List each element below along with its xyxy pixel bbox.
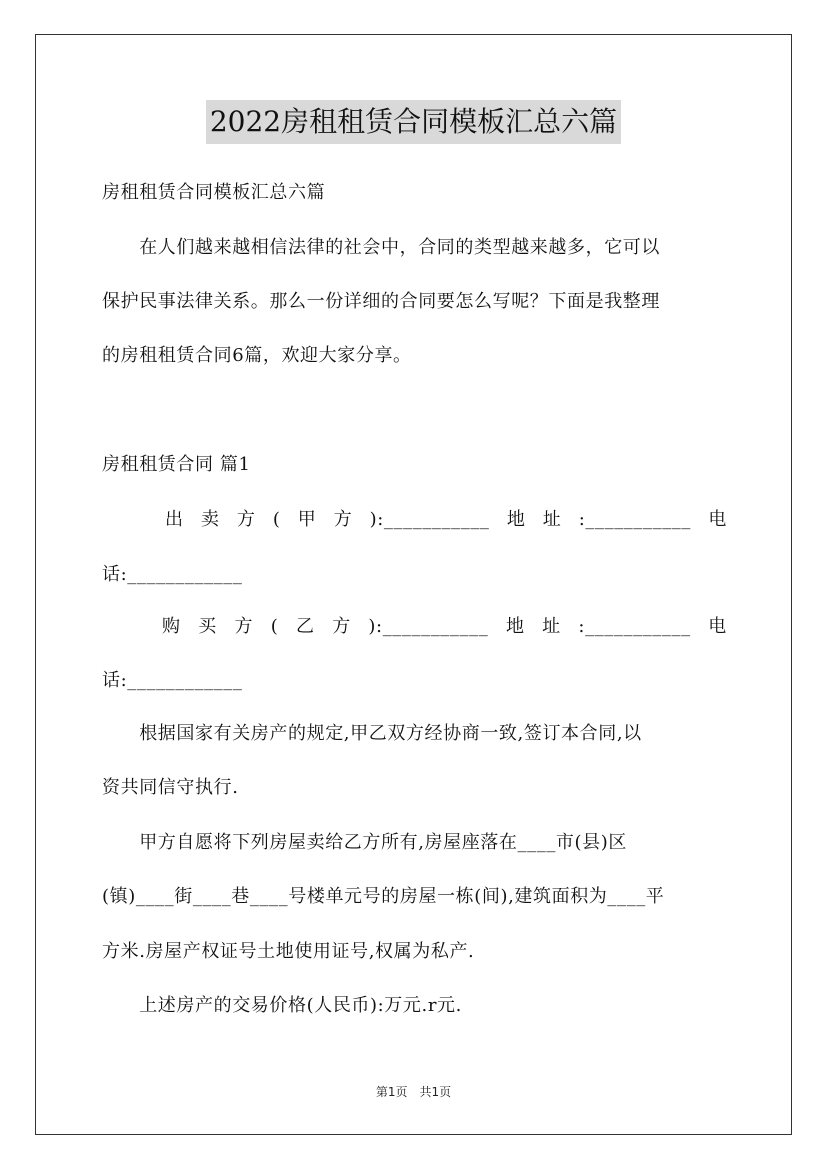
section-heading: 房租租赁合同 篇1 bbox=[102, 454, 251, 475]
document-title: 2022房租租赁合同模板汇总六篇 bbox=[206, 100, 621, 144]
intro-line-3: 的房租租赁合同6篇，欢迎大家分享。 bbox=[102, 345, 412, 366]
buyer-part: 方 bbox=[234, 616, 254, 637]
seller-part: 方 bbox=[236, 509, 256, 530]
document-title-container bbox=[0, 100, 827, 144]
buyer-part: 购 bbox=[162, 616, 181, 637]
para1-line-2: 资共同信守执行. bbox=[102, 777, 239, 798]
page-footer: 第1页 共1页 bbox=[375, 1085, 452, 1099]
seller-part: 甲 bbox=[297, 509, 317, 530]
seller-part: :___________ bbox=[578, 509, 691, 530]
buyer-part: 乙 bbox=[295, 616, 315, 637]
intro-line-2: 保护民事法律关系。那么一份详细的合同要怎么写呢？下面是我整理 bbox=[102, 291, 660, 312]
seller-part: 地 bbox=[506, 509, 526, 530]
buyer-phone: 话:____________ bbox=[102, 670, 243, 691]
intro-line-1: 在人们越来越相信法律的社会中，合同的类型越来越多，它可以 bbox=[102, 237, 660, 258]
buyer-part: 方 bbox=[332, 616, 351, 637]
seller-part: 址 bbox=[542, 509, 562, 530]
seller-part: 电 bbox=[708, 509, 727, 530]
seller-line bbox=[165, 508, 727, 532]
buyer-part: 址 bbox=[542, 616, 561, 637]
seller-part: ( bbox=[272, 509, 281, 530]
seller-part: 出 bbox=[165, 509, 184, 530]
para3-line: 上述房产的交易价格(人民币):万元.r元. bbox=[102, 995, 462, 1016]
buyer-line bbox=[162, 615, 727, 639]
subtitle: 房租租赁合同模板汇总六篇 bbox=[102, 182, 326, 203]
para2-line-3: 方米.房屋产权证号土地使用证号,权属为私产. bbox=[102, 941, 475, 962]
buyer-part: 地 bbox=[505, 616, 525, 637]
para2-line-1: 甲方自愿将下列房屋卖给乙方所有,房屋座落在____市(县)区 bbox=[102, 832, 627, 853]
buyer-part: ( bbox=[270, 616, 279, 637]
seller-part: 卖 bbox=[200, 509, 220, 530]
seller-part: ):___________ bbox=[369, 509, 490, 530]
para1-line-1: 根据国家有关房产的规定,甲乙双方经协商一致,签订本合同,以 bbox=[102, 723, 642, 744]
buyer-part: ):___________ bbox=[368, 616, 489, 637]
para2-line-2: (镇)____街____巷____号楼单元号的房屋一栋(间),建筑面积为____平 bbox=[102, 886, 665, 907]
seller-part: 方 bbox=[333, 509, 353, 530]
buyer-part: 买 bbox=[198, 616, 217, 637]
seller-phone: 话:____________ bbox=[102, 564, 243, 585]
buyer-part: 电 bbox=[708, 616, 727, 637]
buyer-part: :___________ bbox=[578, 616, 691, 637]
